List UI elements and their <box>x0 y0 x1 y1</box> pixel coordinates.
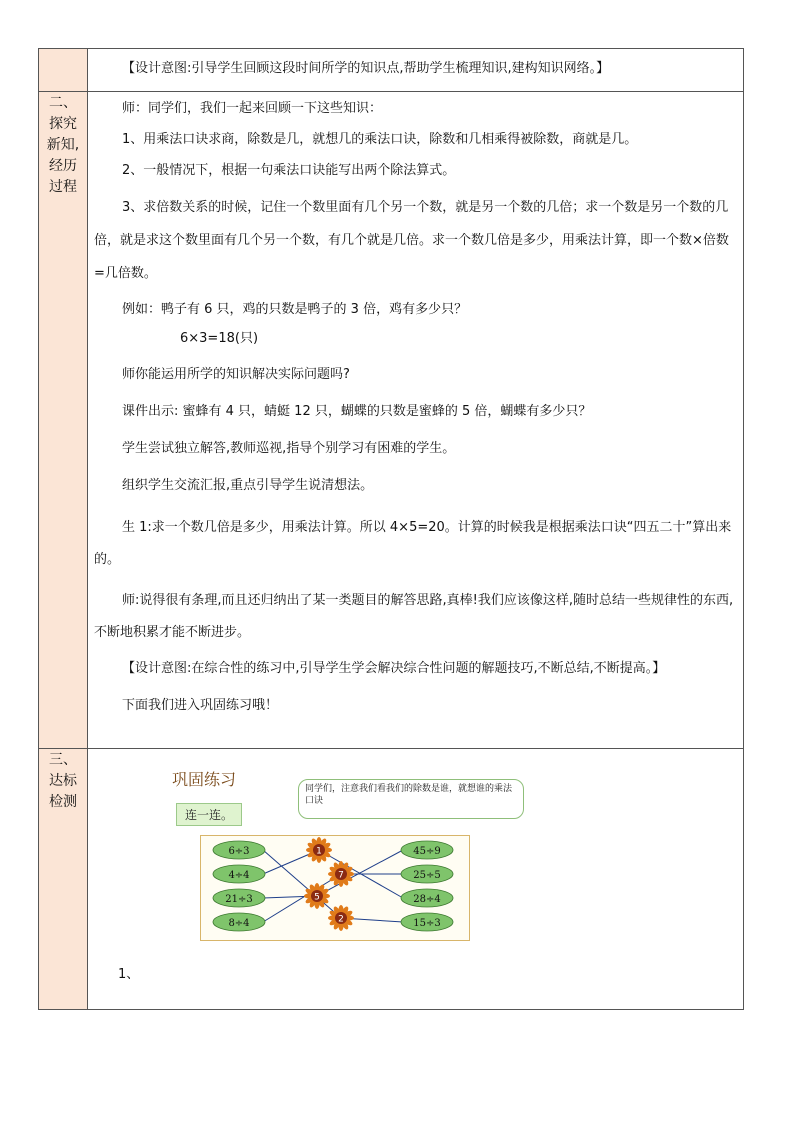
flower-number: 7 <box>338 870 344 881</box>
side-cell <box>39 49 88 92</box>
leaf-label: 15÷3 <box>413 918 441 929</box>
side-cell <box>39 92 88 749</box>
paragraph: 3、求倍数关系的时候，记住一个数里面有几个另一个数，就是另一个数的几倍；求一个数是另一个数的几倍，就是求这个数里面有几个另一个数，有几个就是几倍。求一个数几倍是多少，用乘法计算，即一个数×倍数=几倍数。 <box>94 200 729 281</box>
leaf-label: 8÷4 <box>228 918 250 929</box>
paragraph: 师:说得很有条理,而且还归纳出了某一类题目的解答思路,真棒!我们应该像这样,随时总结一些规律性的东西,不断地积累才能不断进步。 <box>94 593 734 640</box>
side-label: 三、达标检测 <box>49 752 77 810</box>
leaf-card[interactable] <box>213 841 265 859</box>
side-cell <box>39 749 88 1010</box>
leaf-card[interactable] <box>401 841 453 859</box>
paragraph: 2、一般情况下，根据一句乘法口诀能写出两个除法算式。 <box>122 163 456 178</box>
flower-number: 2 <box>338 914 344 925</box>
leaf-card[interactable] <box>401 913 453 931</box>
flower-number: 5 <box>314 892 320 903</box>
leaf-card[interactable] <box>213 913 265 931</box>
leaf-label: 4÷4 <box>228 870 250 881</box>
paragraph: 课件出示: 蜜蜂有 4 只，蜻蜓 12 只，蝴蝶的只数是蜜蜂的 5 倍，蝴蝶有多少只？ <box>122 404 592 419</box>
paragraph: 组织学生交流汇报,重点引导学生说清想法。 <box>122 478 374 493</box>
paragraph: 师：同学们，我们一起来回顾一下这些知识： <box>122 101 383 116</box>
leaf-card[interactable] <box>213 889 265 907</box>
leaf-label: 25÷5 <box>413 870 441 881</box>
flower-number: 1 <box>316 846 322 857</box>
main-cell <box>88 49 744 92</box>
matching-diagram <box>201 836 469 940</box>
table-row <box>39 749 744 1010</box>
paragraph: 例如：鸭子有 6 只，鸡的只数是鸭子的 3 倍，鸡有多少只？ <box>122 302 468 317</box>
paragraph: 下面我们进入巩固练习哦！ <box>122 698 279 713</box>
leaf-label: 6÷3 <box>228 846 250 857</box>
design-intent: 【设计意图:在综合性的练习中,引导学生学会解决综合性问题的解题技巧,不断总结,不断提高。】 <box>122 661 666 676</box>
side-label: 二、探究新知,经历过程 <box>46 95 80 195</box>
matching-game <box>200 835 470 941</box>
leaf-label: 21÷3 <box>225 894 253 905</box>
speech-bubble: 同学们，注意我们看我们的除数是谁，就想谁的乘法口诀 <box>298 779 524 819</box>
flower-target[interactable] <box>328 861 354 887</box>
question-number: 1、 <box>118 967 140 982</box>
leaf-label: 28÷4 <box>413 894 441 905</box>
exercise-area <box>88 749 743 1007</box>
formula: 6×3=18(只) <box>180 331 259 346</box>
exercise-tag: 连一连。 <box>176 803 242 826</box>
flower-target[interactable] <box>306 837 332 863</box>
leaf-card[interactable] <box>213 865 265 883</box>
paragraph: 1、用乘法口诀求商，除数是几，就想几的乘法口诀，除数和几相乘得被除数，商就是几。 <box>122 132 638 147</box>
main-cell <box>88 92 744 749</box>
flower-target[interactable] <box>328 905 354 931</box>
leaf-card[interactable] <box>401 889 453 907</box>
exercise-title: 巩固练习 <box>172 770 237 789</box>
paragraph: 学生尝试独立解答,教师巡视,指导个别学习有困难的学生。 <box>122 441 456 456</box>
connector-line <box>263 850 341 918</box>
table-row <box>39 92 744 749</box>
leaf-card[interactable] <box>401 865 453 883</box>
paragraph: 师你能运用所学的知识解决实际问题吗? <box>122 367 350 382</box>
main-cell <box>88 749 744 1010</box>
paragraph: 生 1:求一个数几倍是多少，用乘法计算。所以 4×5=20。计算的时候我是根据乘法口诀“四五二十”算出来的。 <box>94 520 732 567</box>
leaf-label: 45÷9 <box>413 846 441 857</box>
table-row <box>39 49 744 92</box>
lesson-table <box>38 48 744 1010</box>
design-intent: 【设计意图:引导学生回顾这段时间所学的知识点,帮助学生梳理知识,建构知识网络。】 <box>122 61 610 76</box>
